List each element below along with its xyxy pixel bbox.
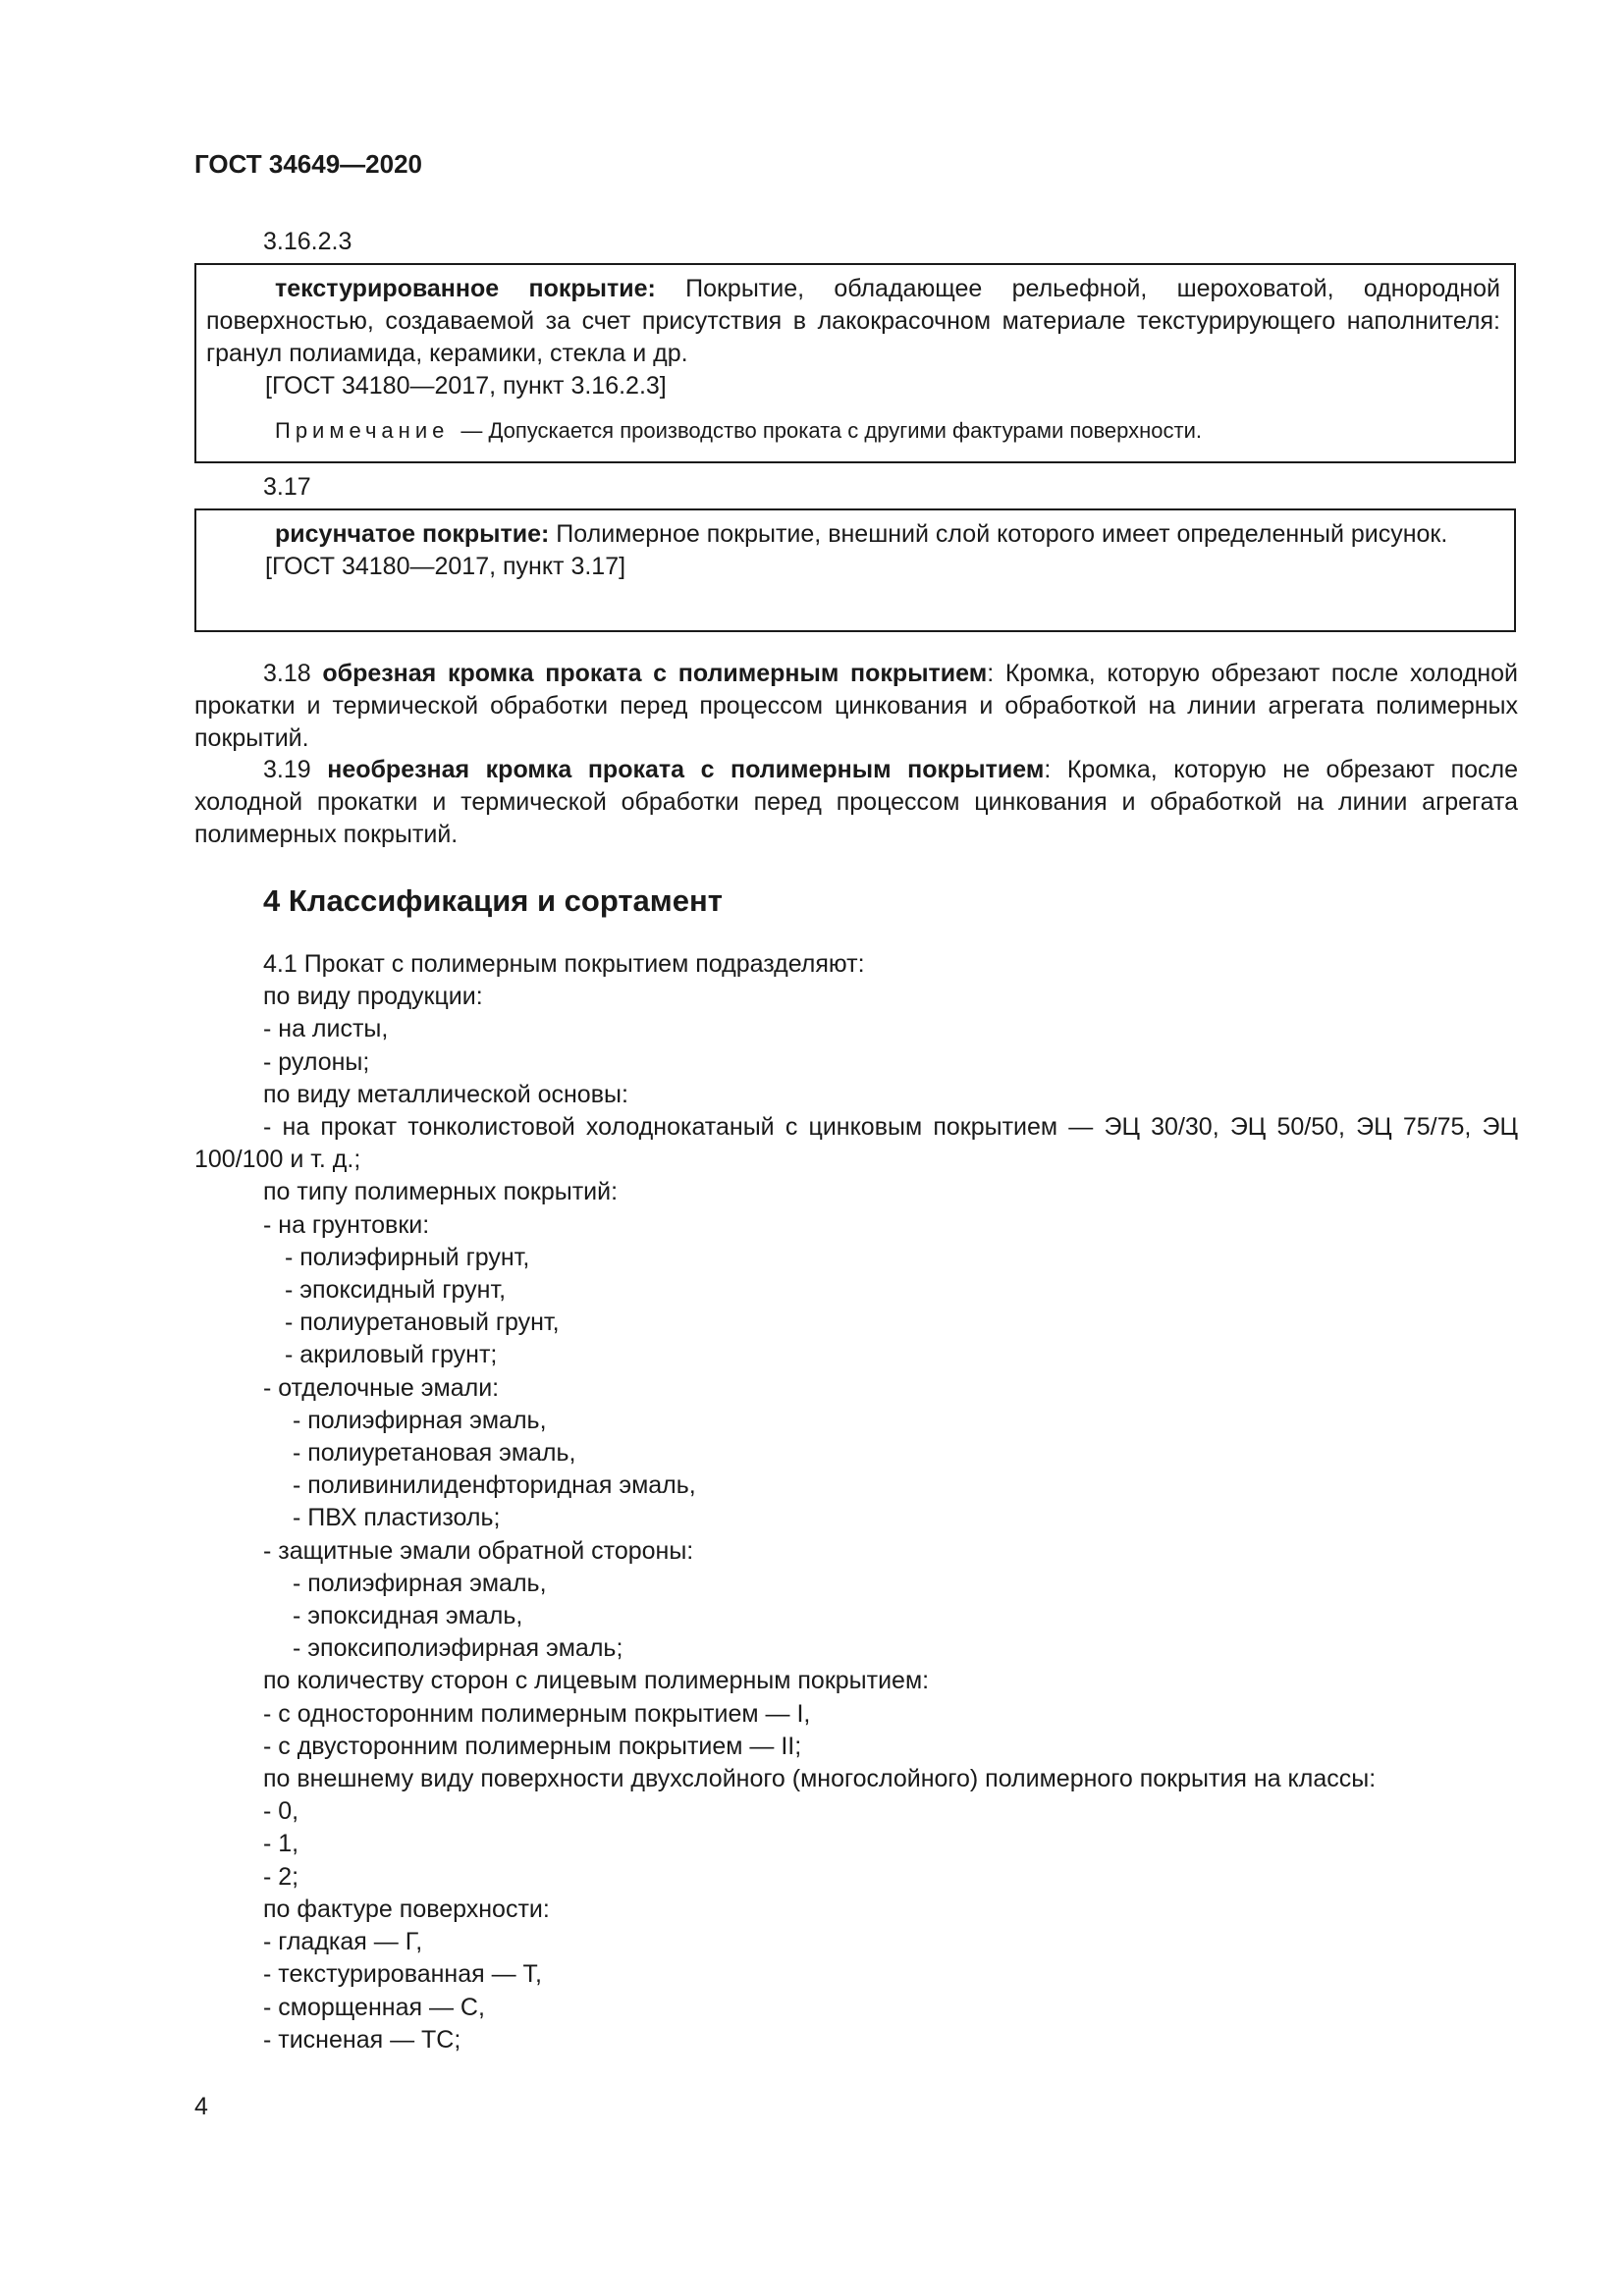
term-source-3-17: [ГОСТ 34180—2017, пункт 3.17] bbox=[265, 553, 626, 580]
list-line: по виду металлической основы: bbox=[263, 1080, 628, 1108]
list-line: - полиэфирная эмаль, bbox=[293, 1406, 547, 1434]
list-line: - акриловый грунт; bbox=[285, 1341, 498, 1369]
clause-number-3-18: 3.18 bbox=[263, 660, 311, 687]
list-line: - ПВХ пластизоль; bbox=[293, 1504, 501, 1532]
list-line: - на грунтовки: bbox=[263, 1210, 430, 1239]
page-number: 4 bbox=[194, 2093, 208, 2120]
term-3-19-paragraph bbox=[194, 754, 1518, 851]
term-box-3-16-2-3 bbox=[194, 263, 1516, 463]
list-line: - тисненая — ТС; bbox=[263, 2025, 461, 2054]
term-3-18-paragraph bbox=[194, 658, 1518, 755]
list-line: - гладкая — Г, bbox=[263, 1928, 423, 1956]
note-text: — Допускается производство проката с другими фактурами поверхности. bbox=[460, 418, 1203, 443]
classification-list bbox=[194, 948, 1518, 2056]
definition-3-18: : Кромка, которую обрезают после холодной прокатки и термической обработки перед процессом цинкования и обработкой на линии агрегата полимерных покрытий. bbox=[194, 660, 1518, 752]
note-label: Примечание bbox=[275, 418, 450, 443]
term-source-3-16-2-3: [ГОСТ 34180—2017, пункт 3.16.2.3] bbox=[265, 372, 667, 400]
term-definition-3-16-2-3 bbox=[206, 273, 1500, 370]
list-line: по типу полимерных покрытий: bbox=[263, 1178, 619, 1206]
clause-number-3-16-2-3: 3.16.2.3 bbox=[263, 228, 352, 255]
section-title: 4 Классификация и сортамент bbox=[263, 883, 723, 918]
list-line: - полиэфирный грунт, bbox=[285, 1243, 530, 1271]
list-line: по фактуре поверхности: bbox=[263, 1895, 550, 1923]
list-line: - отделочные эмали: bbox=[263, 1373, 500, 1402]
list-line: по количеству сторон с лицевым полимерным покрытием: bbox=[263, 1667, 930, 1695]
definition-3-19: : Кромка, которую не обрезают после холодной прокатки и термической обработки перед процессом цинкования и обработкой на линии агрегата полимерных покрытий. bbox=[194, 756, 1519, 848]
clause-number-3-19: 3.19 bbox=[263, 756, 311, 783]
list-line: 4.1 Прокат с полимерным покрытием подразделяют: bbox=[263, 950, 865, 978]
definition-3-17: Полимерное покрытие, внешний слой которого имеет определенный рисунок. bbox=[549, 520, 1448, 548]
list-line: - 1, bbox=[263, 1830, 299, 1858]
list-line: - полиэфирная эмаль, bbox=[293, 1569, 547, 1597]
list-line: - эпоксидный грунт, bbox=[285, 1276, 507, 1305]
list-line: - поливинилиденфторидная эмаль, bbox=[293, 1471, 696, 1500]
list-line: - полиуретановая эмаль, bbox=[293, 1439, 576, 1468]
list-line: - 2; bbox=[263, 1862, 299, 1891]
list-line: - защитные эмали обратной стороны: bbox=[263, 1536, 694, 1565]
list-line: - с двусторонним полимерным покрытием — II; bbox=[263, 1732, 802, 1760]
list-line: - на листы, bbox=[263, 1015, 389, 1043]
clause-number-3-17: 3.17 bbox=[263, 473, 311, 501]
list-line: - эпоксидная эмаль, bbox=[293, 1602, 523, 1630]
list-line: по внешнему виду поверхности двухслойного (многослойного) полимерного покрытия на классы: bbox=[263, 1765, 1377, 1793]
list-line: - рулоны; bbox=[263, 1047, 370, 1076]
note-3-16-2-3 bbox=[275, 416, 1500, 446]
term-3-19: необрезная кромка проката с полимерным покрытием bbox=[327, 756, 1045, 783]
term-box-3-17 bbox=[194, 508, 1516, 632]
term-3-17: рисунчатое покрытие: bbox=[275, 520, 550, 548]
list-line: - 0, bbox=[263, 1797, 299, 1826]
standard-header: ГОСТ 34649—2020 bbox=[194, 149, 422, 179]
list-line: - полиуретановый грунт, bbox=[285, 1308, 560, 1337]
list-line: - на прокат тонколистовой холоднокатаный с цинковым покрытием — ЭЦ 30/30, ЭЦ 50/50, ЭЦ 75/75, ЭЦ 100/100 и т. д.; bbox=[194, 1113, 1518, 1174]
term-3-18: обрезная кромка проката с полимерным покрытием bbox=[322, 660, 988, 687]
list-line: - текстурированная — Т, bbox=[263, 1960, 542, 1989]
list-line: - эпоксиполиэфирная эмаль; bbox=[293, 1634, 623, 1663]
list-line: по виду продукции: bbox=[263, 983, 483, 1011]
term-3-16-2-3: текстурированное покрытие: bbox=[275, 275, 656, 302]
list-line: - с односторонним полимерным покрытием — I, bbox=[263, 1699, 811, 1728]
term-definition-3-17 bbox=[206, 518, 1500, 551]
definition-3-16-2-3: Покрытие, обладающее рельефной, шероховатой, однородной поверхностью, создаваемой за счет присутствия в лакокрасочном материале текстурирующего наполнителя: гранул полиамида, керамики, стекла и др. bbox=[206, 275, 1500, 367]
list-line: - сморщенная — С, bbox=[263, 1993, 485, 2021]
